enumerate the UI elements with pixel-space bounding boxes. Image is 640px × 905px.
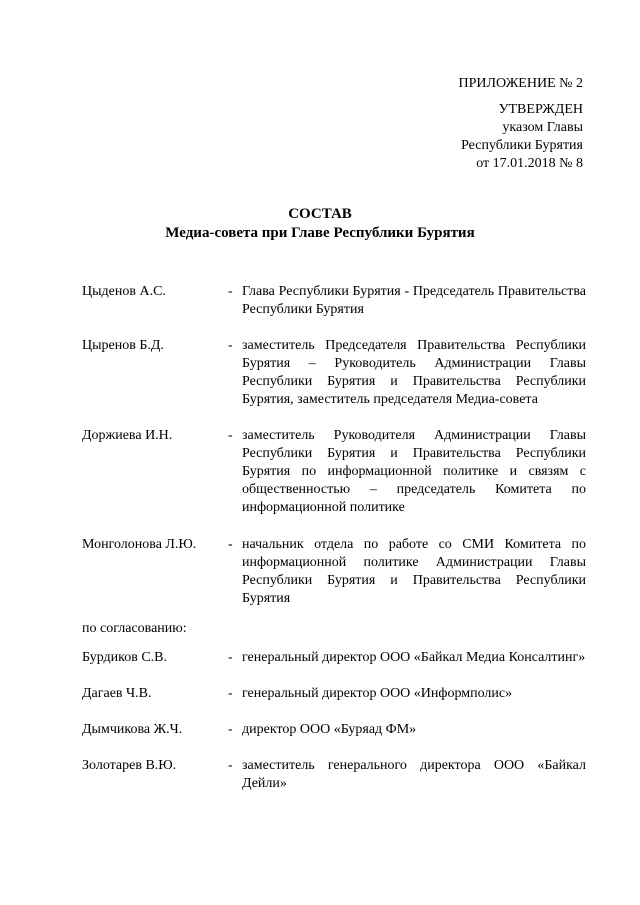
member-name: Бурдиков С.В. bbox=[82, 650, 167, 665]
members-list bbox=[82, 283, 586, 793]
member-row bbox=[82, 337, 586, 409]
member-name: Дагаев Ч.В. bbox=[82, 686, 152, 701]
title-line-1: СОСТАВ bbox=[288, 206, 352, 222]
member-dash: - bbox=[228, 537, 233, 552]
member-dash: - bbox=[228, 722, 233, 737]
agreed-member-row bbox=[82, 757, 586, 793]
member-role: заместитель Председателя Правительства Республики Бурятия – Руководитель Администрации Главы Республики Бурятия и Правительства Республики Бурятия, заместитель председателя Медиа-совета bbox=[242, 338, 586, 407]
member-dash: - bbox=[228, 284, 233, 299]
member-dash: - bbox=[228, 686, 233, 701]
decree-label: указом Главы bbox=[502, 120, 583, 135]
member-row bbox=[82, 536, 586, 608]
approved-label: УТВЕРЖДЕН bbox=[498, 102, 583, 117]
document-title bbox=[0, 205, 640, 243]
member-dash: - bbox=[228, 338, 233, 353]
appendix-label: ПРИЛОЖЕНИЕ № 2 bbox=[458, 76, 583, 91]
member-dash: - bbox=[228, 758, 233, 773]
member-role: генеральный директор ООО «Информполис» bbox=[242, 686, 513, 701]
member-name: Золотарев В.Ю. bbox=[82, 758, 177, 773]
member-role: Глава Республики Бурятия - Председатель Правительства Республики Бурятия bbox=[242, 284, 586, 317]
member-name: Монголонова Л.Ю. bbox=[82, 537, 197, 552]
member-role: заместитель Руководителя Администрации Главы Республики Бурятия и Правительства Республики Бурятия по информационной политике и связям с общественностью – председатель Комитета по информационной политике bbox=[242, 428, 586, 515]
agreed-member-row bbox=[82, 721, 586, 739]
member-role: генеральный директор ООО «Байкал Медиа Консалтинг» bbox=[242, 650, 586, 665]
agreed-member-row bbox=[82, 685, 586, 703]
republic-label: Республики Бурятия bbox=[461, 138, 583, 153]
title-line-2: Медиа-совета при Главе Республики Бурятия bbox=[165, 225, 475, 241]
member-row bbox=[82, 283, 586, 319]
approval-block bbox=[459, 75, 584, 173]
member-dash: - bbox=[228, 650, 233, 665]
agreement-label: по согласованию: bbox=[82, 621, 187, 636]
member-dash: - bbox=[228, 428, 233, 443]
agreed-member-row bbox=[82, 649, 586, 667]
member-role: директор ООО «Буряад ФМ» bbox=[242, 722, 417, 737]
member-name: Цыренов Б.Д. bbox=[82, 338, 164, 353]
member-name: Доржиева И.Н. bbox=[82, 428, 173, 443]
member-name: Цыденов А.С. bbox=[82, 284, 166, 299]
member-role: заместитель генерального директора ООО «Байкал Дейли» bbox=[242, 758, 586, 791]
member-name: Дымчикова Ж.Ч. bbox=[82, 722, 183, 737]
member-role: начальник отдела по работе со СМИ Комитета по информационной политике Администрации Главы Республики Бурятия и Правительства Республики Бурятия bbox=[242, 537, 586, 606]
member-row bbox=[82, 427, 586, 517]
decree-date-number: от 17.01.2018 № 8 bbox=[476, 156, 583, 171]
